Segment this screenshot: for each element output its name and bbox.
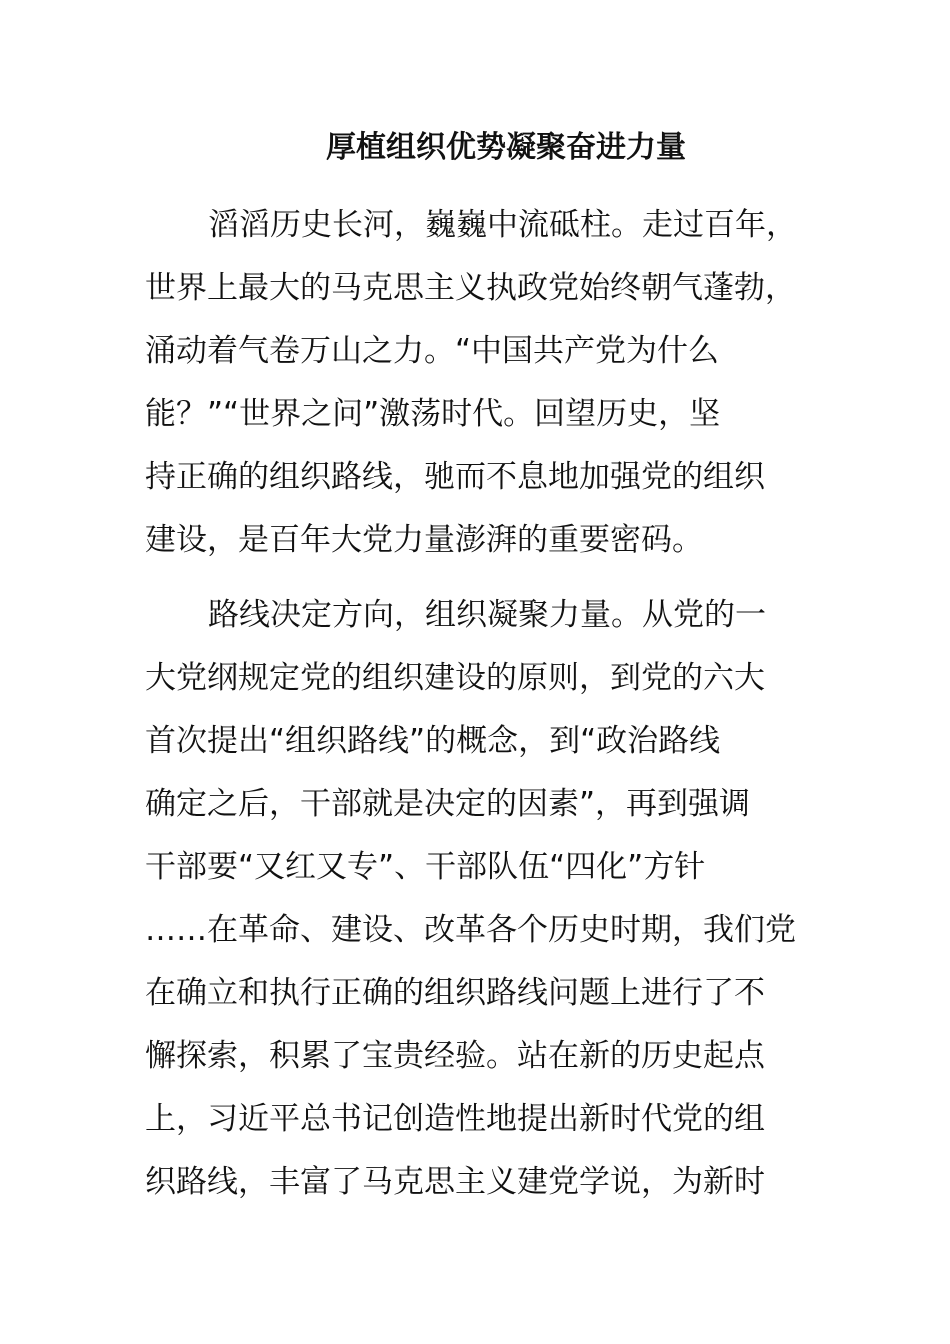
page-title: 厚植组织优势凝聚奋进力量 [326,130,686,165]
paragraph-1 [145,194,825,572]
paragraph-line: 在确立和执行正确的组织路线问题上进行了不 [145,975,765,1011]
paragraph-line: ……在革命、建设、改革各个历史时期，我们党 [145,912,796,948]
paragraph-line: 建设，是百年大党力量澎湃的重要密码。 [145,522,703,558]
paragraph-line: 持正确的组织路线，驰而不息地加强党的组织 [145,459,765,495]
paragraph-line: 织路线，丰富了马克思主义建党学说，为新时 [145,1164,765,1200]
paragraph-line: 大党纲规定党的组织建设的原则，到党的六大 [145,660,765,696]
paragraph-2 [145,584,825,1214]
paragraph-line: 能？”“世界之问”激荡时代。回望历史，坚 [145,396,721,432]
paragraph-line: 涌动着气卷万山之力。“中国共产党为什么 [145,333,720,369]
paragraph-line: 滔滔历史长河，巍巍中流砥柱。走过百年， [208,207,797,243]
paragraph-line: 世界上最大的马克思主义执政党始终朝气蓬勃， [145,270,796,306]
paragraph-line: 懈探索，积累了宝贵经验。站在新的历史起点 [145,1038,765,1074]
paragraph-line: 路线决定方向，组织凝聚力量。从党的一 [208,597,766,633]
paragraph-line: 首次提出“组织路线”的概念，到“政治路线 [145,723,721,759]
paragraph-line: 确定之后，干部就是决定的因素”，再到强调 [145,786,751,822]
paragraph-line: 干部要“又红又专”、干部队伍“四化”方针 [145,849,706,885]
paragraph-line: 上，习近平总书记创造性地提出新时代党的组 [145,1101,765,1137]
